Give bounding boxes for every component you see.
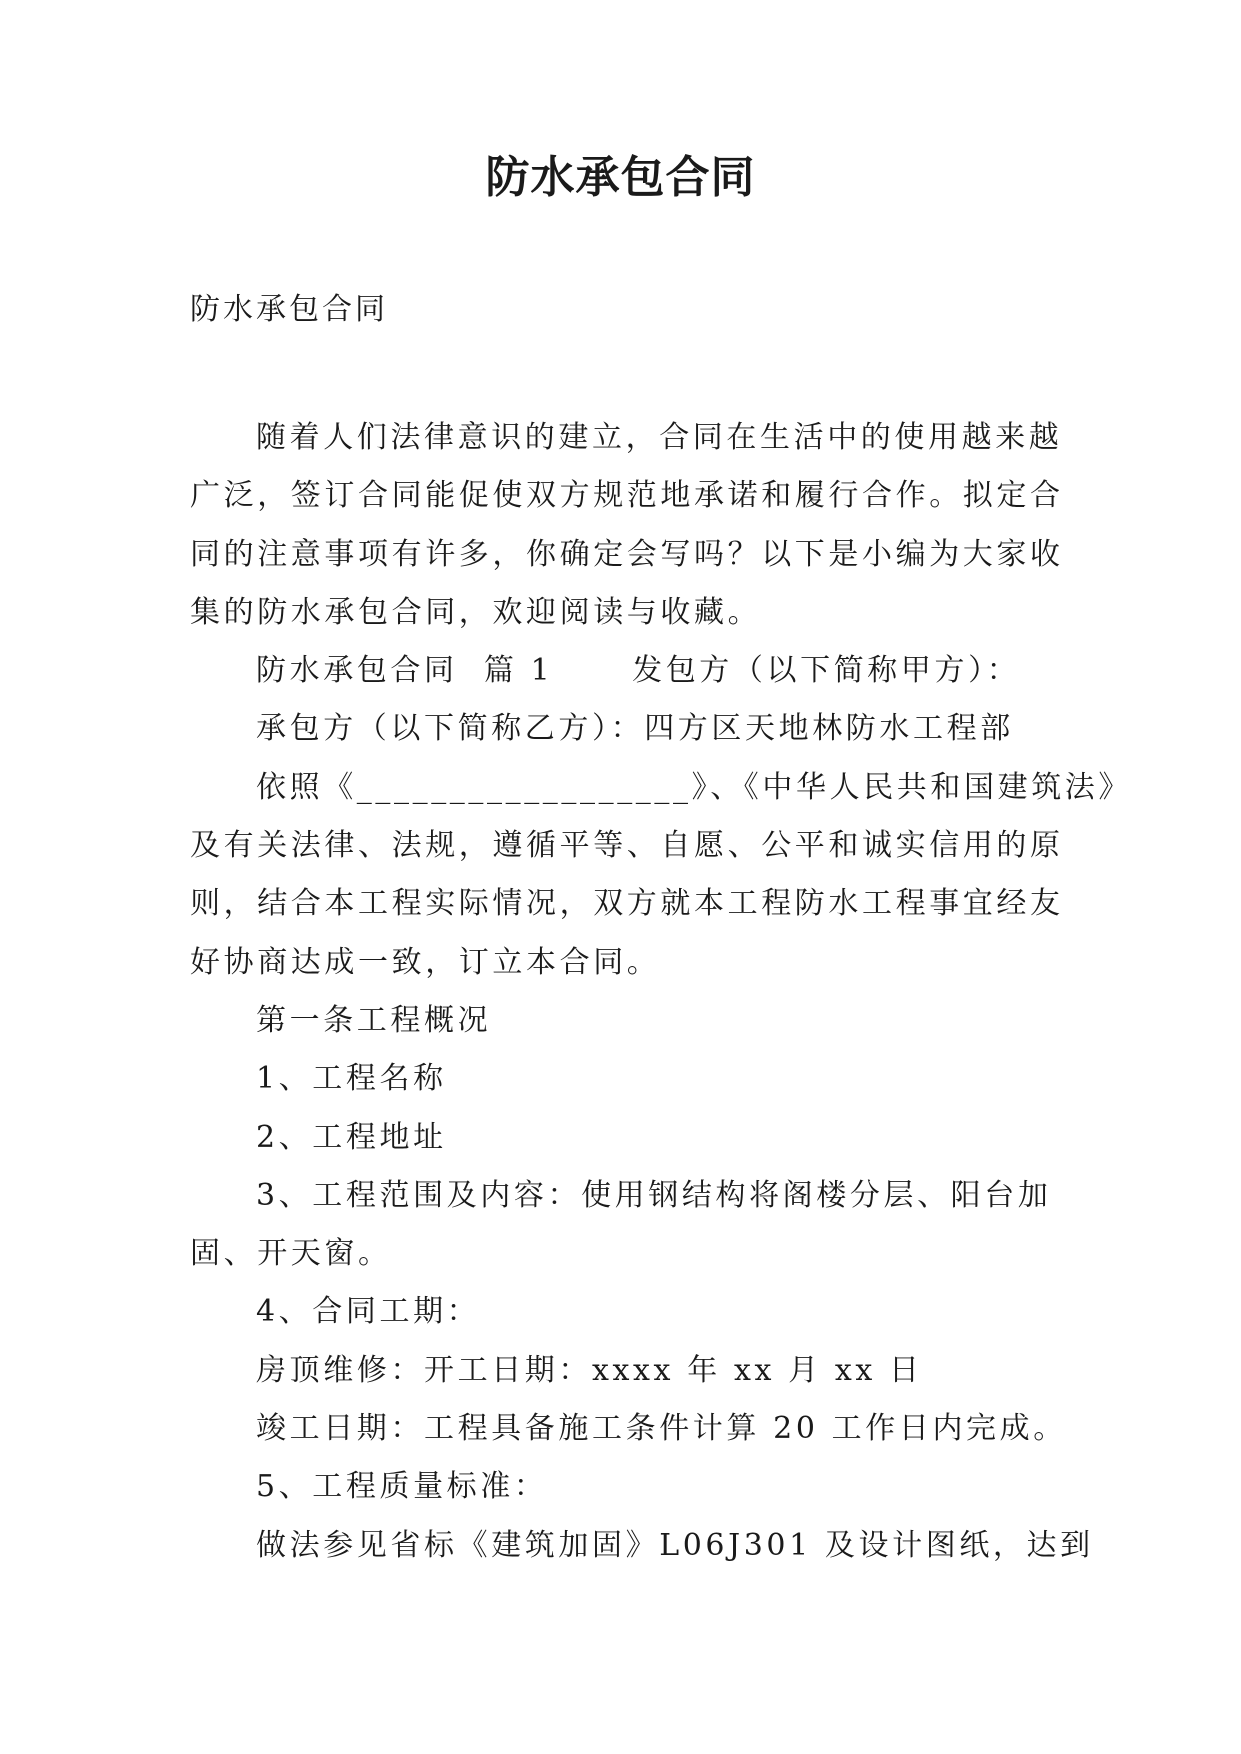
body-line: 房顶维修：开工日期：xxxx 年 xx 月 xx 日 xyxy=(256,1352,923,1388)
body-line: 及有关法律、法规，遵循平等、自愿、公平和诚实信用的原 xyxy=(190,828,1064,864)
body-line: 依照《__________________》、《中华人民共和国建筑法》 xyxy=(256,769,1132,805)
body-line: 5、工程质量标准： xyxy=(256,1469,548,1505)
body-line: 承包方（以下简称乙方）：四方区天地林防水工程部 xyxy=(256,711,1014,747)
body-line: 则，结合本工程实际情况，双方就本工程防水工程事宜经友 xyxy=(190,886,1064,922)
body-line: 固、开天窗。 xyxy=(190,1236,392,1272)
document-subtitle: 防水承包合同 xyxy=(190,292,388,327)
body-line: 防水承包合同 篇 1 发包方（以下简称甲方）： xyxy=(256,653,1021,689)
body-line: 竣工日期：工程具备施工条件计算 20 工作日内完成。 xyxy=(256,1411,1067,1447)
body-line: 3、工程范围及内容：使用钢结构将阁楼分层、阳台加 xyxy=(256,1177,1052,1213)
body-line: 第一条工程概况 xyxy=(256,1002,492,1038)
body-line: 做法参见省标《建筑加固》L06J301 及设计图纸，达到 xyxy=(256,1527,1094,1563)
body-line: 随着人们法律意识的建立，合同在生活中的使用越来越 xyxy=(256,420,1063,455)
body-line: 4、合同工期： xyxy=(256,1294,481,1330)
body-line: 好协商达成一致，订立本合同。 xyxy=(190,944,661,980)
document-title: 防水承包合同 xyxy=(485,152,756,203)
body-line: 1、工程名称 xyxy=(256,1061,447,1097)
document-body xyxy=(190,409,1132,1575)
body-line: 广泛，签订合同能促使双方规范地承诺和履行合作。拟定合 xyxy=(190,478,1064,514)
body-line: 同的注意事项有许多，你确定会写吗？以下是小编为大家收 xyxy=(190,536,1064,572)
body-line: 2、工程地址 xyxy=(256,1119,447,1155)
body-line: 集的防水承包合同，欢迎阅读与收藏。 xyxy=(190,594,762,630)
